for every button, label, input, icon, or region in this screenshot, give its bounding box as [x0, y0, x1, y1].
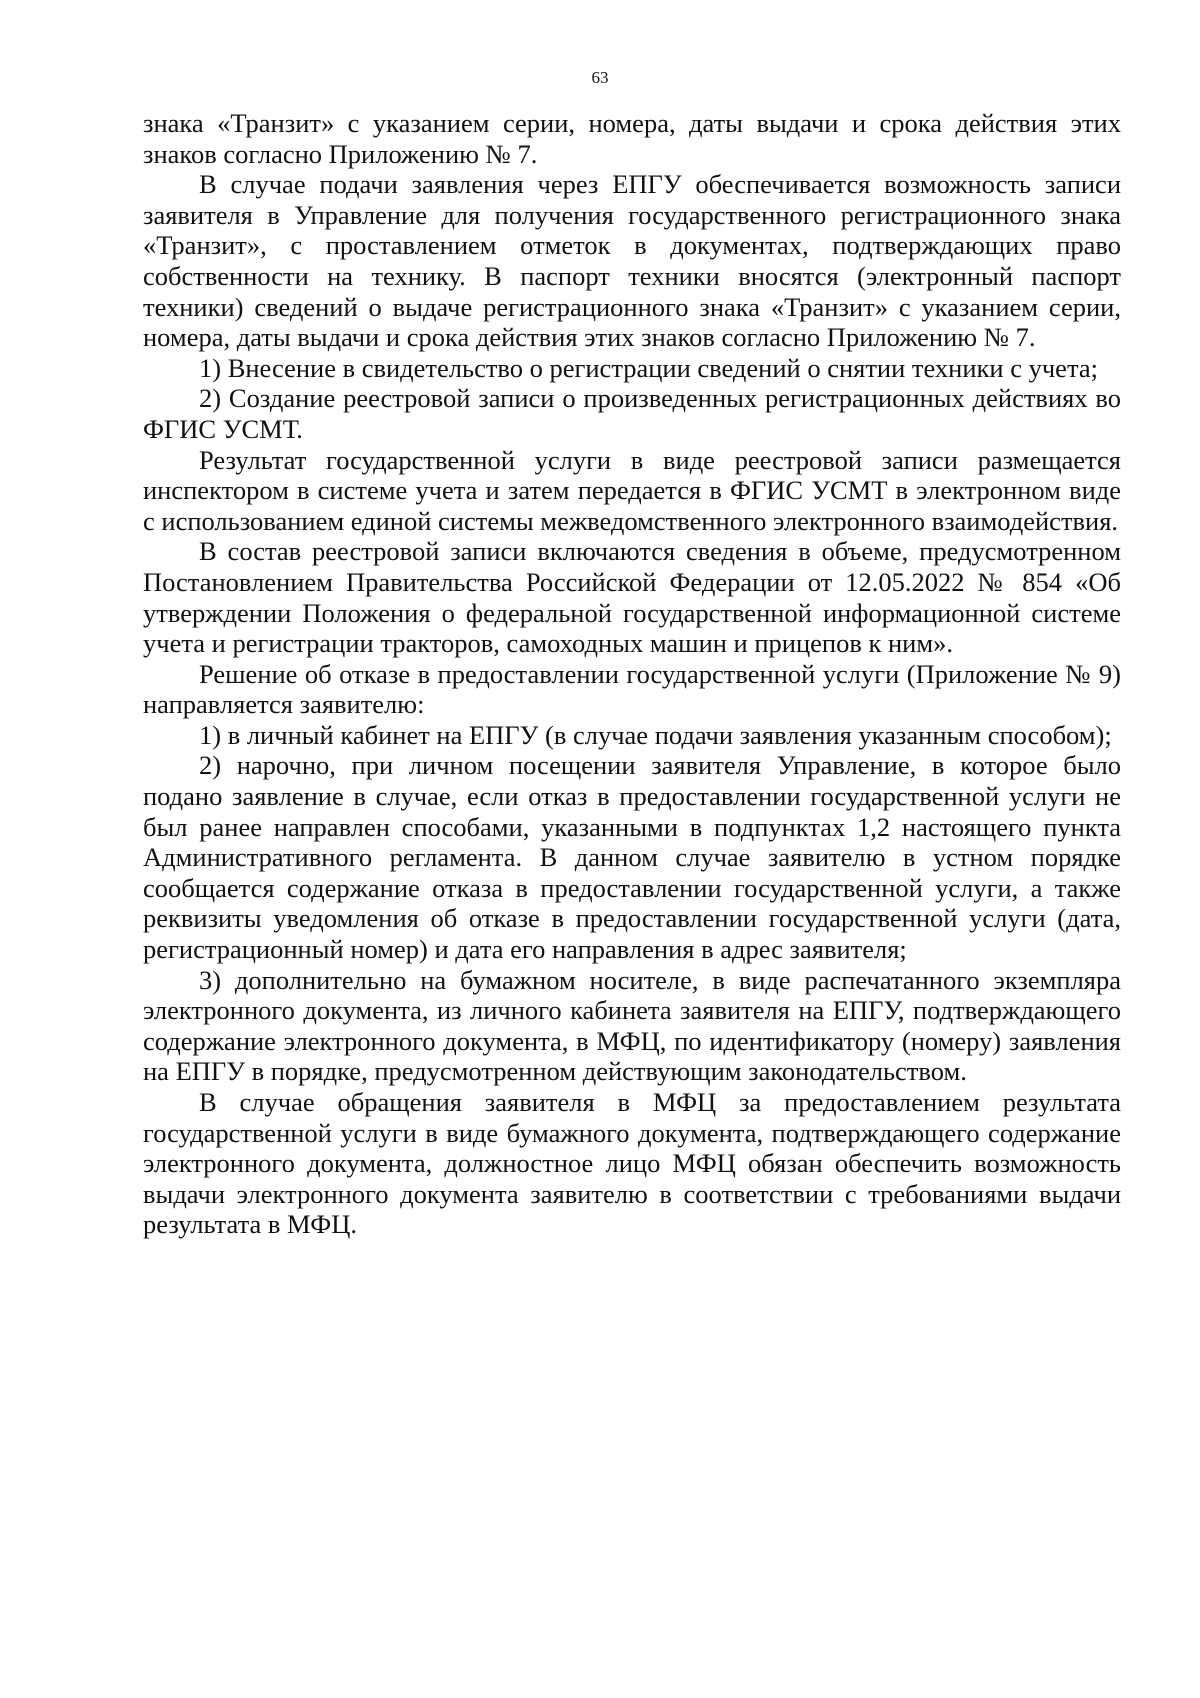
document-body: [143, 108, 1121, 1240]
paragraph-service-result: Результат государственной услуги в виде реестровой записи размещается инспектором в системе учета и затем передается в ФГИС УСМТ в электронном виде с использованием единой системы межведомственного электронного взаимодействия.: [143, 444, 1121, 536]
refusal-item-3: 3) дополнительно на бумажном носителе, в виде распечатанного экземпляра электронного документа, из личного кабинета заявителя на ЕПГУ, подтверждающего содержание электронного документа, в МФЦ, по идентификатору (номеру) заявления на ЕПГУ в порядке, предусмотренном действующим законодательством.: [143, 964, 1121, 1087]
list-item-1: 1) Внесение в свидетельство о регистрации сведений о снятии техники с учета;: [199, 352, 1098, 383]
paragraph-mfc-request: В случае обращения заявителя в МФЦ за предоставлением результата государственной услуги в виде бумажного документа, подтверждающего содержание электронного документа, должностное лицо МФЦ обязан обеспечить возможность выдачи электронного документа заявителю в соответствии с требованиями выдачи результата в МФЦ.: [143, 1087, 1121, 1240]
paragraph-epgu-submission: В случае подачи заявления через ЕПГУ обеспечивается возможность записи заявителя в Управление для получения государственного регистрационного знака «Транзит», с проставлением отметок в документах, подтверждающих право собственности на технику. В паспорт техники вносятся (электронный паспорт техники) сведений о выдаче регистрационного знака «Транзит» с указанием серии, номера, даты выдачи и срока действия этих знаков согласно Приложению № 7.: [143, 169, 1121, 353]
paragraph-continuation: знака «Транзит» с указанием серии, номера, даты выдачи и срока действия этих знаков согласно Приложению № 7.: [143, 108, 1121, 169]
list-item-2: 2) Создание реестровой записи о произведенных регистрационных действиях во ФГИС УСМТ.: [143, 383, 1121, 444]
paragraph-refusal-decision: Решение об отказе в предоставлении государственной услуги (Приложение № 9) направляется заявителю:: [143, 658, 1121, 720]
page-number: 63: [591, 68, 609, 87]
paragraph-registry-record: В состав реестровой записи включаются сведения в объеме, предусмотренном Постановлением Правительства Российской Федерации от 12.05.2022 № 854 «Об утверждении Положения о федеральной государственной информационной системе учета и регистрации тракторов, самоходных машин и прицепов к ним».: [143, 536, 1121, 659]
refusal-item-1: 1) в личный кабинет на ЕПГУ (в случае подачи заявления указанным способом);: [199, 719, 1112, 750]
refusal-item-2: 2) нарочно, при личном посещении заявителя Управление, в которое было подано заявление в случае, если отказ в предоставлении государственной услуги не был ранее направлен способами, указанными в подпунктах 1,2 настоящего пункта Административного регламента. В данном случае заявителю в устном порядке сообщается содержание отказа в предоставлении государственной услуги, а также реквизиты уведомления об отказе в предоставлении государственной услуги (дата, регистрационный номер) и дата его направления в адрес заявителя;: [143, 750, 1121, 965]
